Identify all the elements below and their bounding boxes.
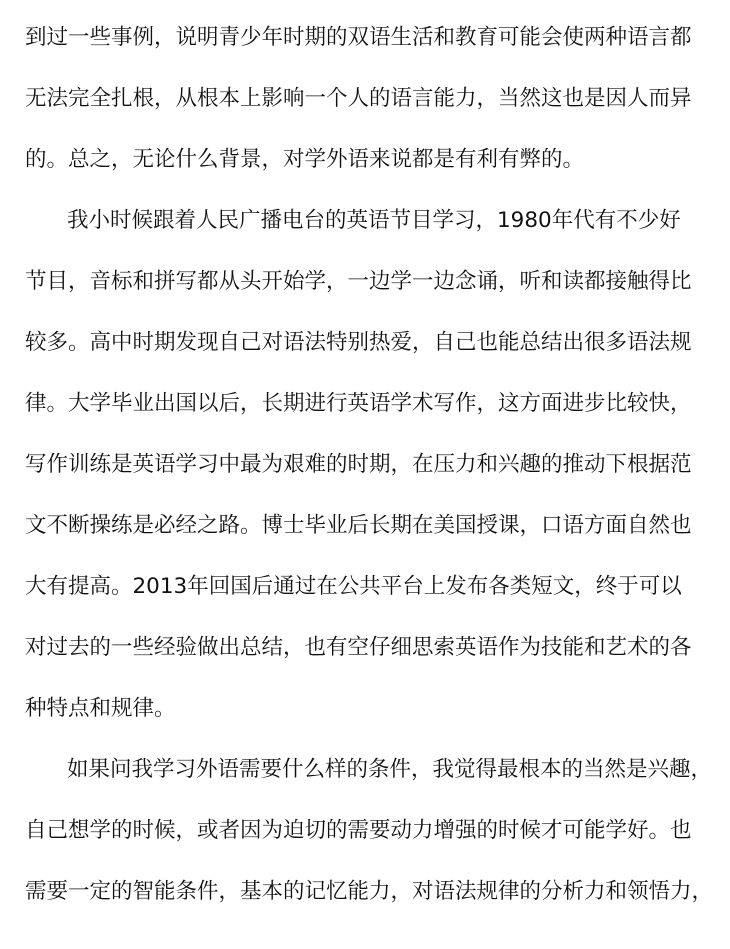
text-line: 自己想学的时候，或者因为迫切的需要动力增强的时候才可能学好。也	[25, 818, 692, 843]
text-line: 对过去的一些经验做出总结，也有空仔细思索英语作为技能和艺术的各	[25, 635, 692, 660]
text-line: 大有提高。2013年回国后通过在公共平台上发布各类短文，终于可以	[25, 574, 682, 599]
text-line: 的。总之，无论什么背景，对学外语来说都是有利有弊的。	[25, 147, 585, 172]
text-line: 如果问我学习外语需要什么样的条件，我觉得最根本的当然是兴趣，	[67, 757, 713, 782]
text-line: 写作训练是英语学习中最为艰难的时期，在压力和兴趣的推动下根据范	[25, 452, 692, 477]
text-line: 无法完全扎根，从根本上影响一个人的语言能力，当然这也是因人而异	[25, 86, 692, 111]
text-line: 种特点和规律。	[25, 696, 176, 721]
text-line: 文不断操练是必经之路。博士毕业后长期在美国授课，口语方面自然也	[25, 513, 692, 538]
text-line: 节目，音标和拼写都从头开始学，一边学一边念诵，听和读都接触得比	[25, 269, 692, 294]
text-line: 我小时候跟着人民广播电台的英语节目学习，1980年代有不少好	[67, 208, 681, 233]
text-line: 到过一些事例，说明青少年时期的双语生活和教育可能会使两种语言都	[25, 25, 692, 50]
text-line: 律。大学毕业出国以后，长期进行英语学术写作，这方面进步比较快，	[25, 391, 692, 416]
text-line: 需要一定的智能条件，基本的记忆能力，对语法规律的分析力和领悟力，	[25, 879, 714, 904]
text-line: 较多。高中时期发现自己对语法特别热爱，自己也能总结出很多语法规	[25, 330, 692, 355]
